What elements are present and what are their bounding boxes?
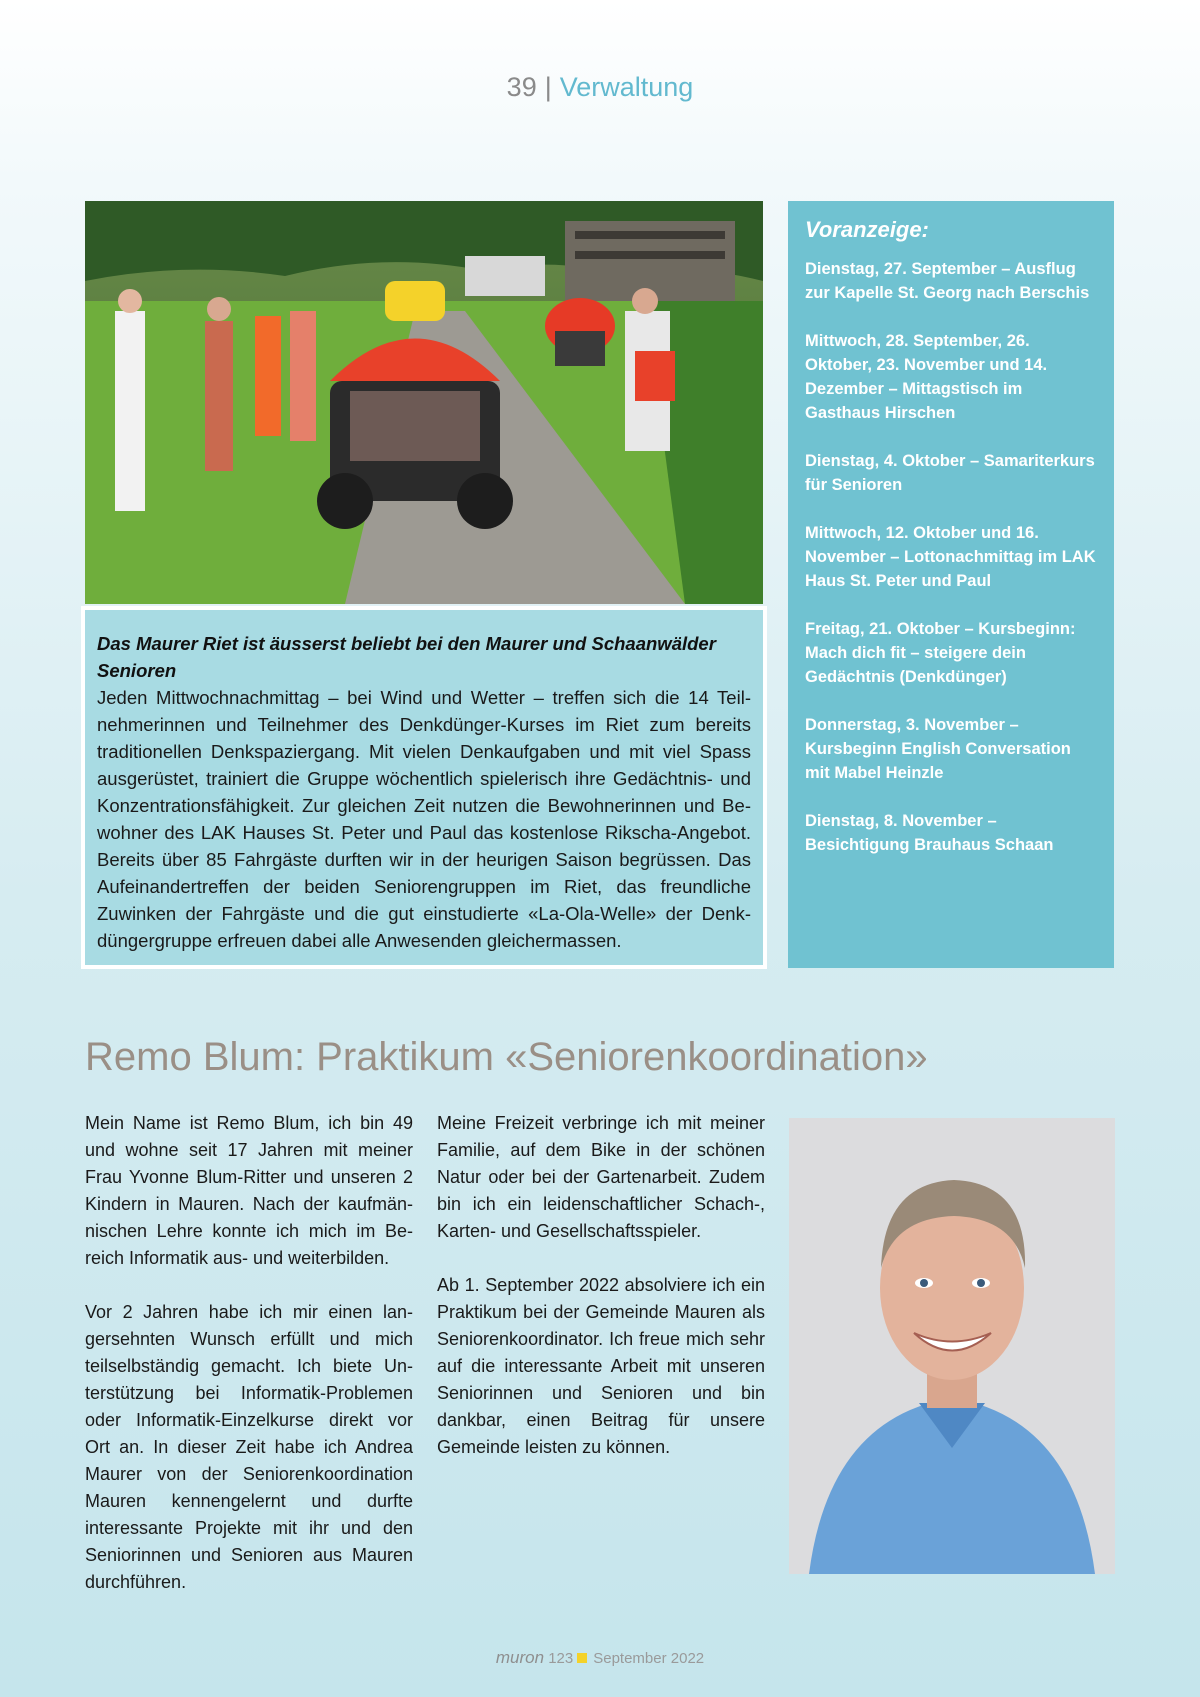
- footer-square-icon: [577, 1653, 587, 1663]
- seniors-rickshaw-photo: [85, 201, 763, 604]
- page-number: 39: [506, 72, 537, 102]
- page-header: [0, 72, 1200, 103]
- remo-blum-portrait: [789, 1118, 1115, 1574]
- event-item: Mittwoch, 28. September, 26. Oktober, 23. November und 14. Dezember – Mittagstisch im Gasthaus Hirschen: [805, 332, 1048, 422]
- article-title: Remo Blum: Praktikum «Seniorenkoordination»: [85, 1035, 928, 1079]
- caption-title: Das Maurer Riet ist äusserst beliebt bei den Maurer und Schaanwälder Senioren: [97, 633, 716, 681]
- event-item: Mittwoch, 12. Oktober und 16. November – Lottonachmittag im LAK Haus St. Peter und Paul: [805, 524, 1096, 590]
- caption-text: Jeden Mittwochnachmittag – bei Wind und Wetter – treffen sich die 14 Teilnehmerinnen und Teilnehmer des Denkdünger-Kurses im Riet zum bereits traditionellen Denkspaziergang. Mit vielen Denkaufgaben und mit viel Spass ausgerüstet, trainiert die Gruppe wöchentlich spielerisch ihre Gedächtnis- und Konzentrationsfähigkeit. Zur gleichen Zeit nutzen die Bewohnerinnen und Bewohner des LAK Hauses St. Peter und Paul das kostenlose Rikscha-Angebot. Bereits über 85 Fahrgäste durften wir in der heurigen Saison begrüssen. Das Aufeinandertreffen der beiden Seniorengruppen im Riet, das freundliche Zuwinken der Fahrgäste und die gut einstudierte «La-Ola-Welle» der Denkdüngergruppe erfreuen dabei alle Anwesenden gleichermassen.: [97, 687, 751, 951]
- event-item: Donnerstag, 3. November – Kursbeginn English Conversation mit Mabel Heinzle: [805, 716, 1071, 782]
- page-footer: [0, 1648, 1200, 1668]
- event-item: Freitag, 21. Oktober – Kursbeginn: Mach dich fit – steigere dein Gedächtnis (Denkdünger): [805, 620, 1076, 686]
- article-paragraph: Vor 2 Jahren habe ich mir einen langersehnten Wunsch erfüllt und mich teilselbständig gemacht. Ich biete Unterstützung bei Informatik-Problemen oder Informatik-Einzelkurse direkt vor Ort an. In dieser Zeit habe ich Andrea Maurer von der Seniorenkoordination Mauren kennengelernt und durfte interessante Projekte mit ihr und den Seniorinnen und Senioren aus Mauren durchführen.: [85, 1302, 413, 1592]
- events-heading: Voranzeige:: [805, 217, 929, 242]
- footer-issue: 123: [548, 1650, 574, 1667]
- article-paragraph: Ab 1. September 2022 absolviere ich ein Praktikum bei der Gemeinde Mauren als Seniorenkoordinator. Ich freue mich sehr auf die interessante Arbeit mit unseren Seniorinnen und Senioren und bin dankbar, einen Beitrag für unsere Gemeinde leisten zu können.: [437, 1275, 765, 1457]
- article-column-2: [437, 1110, 765, 1488]
- article-column-1: [85, 1110, 413, 1623]
- photo-caption-box: [81, 606, 767, 969]
- event-item: Dienstag, 4. Oktober – Samariterkurs für Senioren: [805, 452, 1095, 494]
- event-preview-sidebar: [788, 201, 1114, 968]
- header-separator: |: [544, 72, 552, 102]
- section-title: Verwaltung: [559, 72, 694, 102]
- article-paragraph: Meine Freizeit verbringe ich mit meiner Familie, auf dem Bike in der schönen Natur oder bei der Gartenarbeit. Zudem bin ich ein leidenschaftlicher Schach-, Karten- und Gesellschaftsspieler.: [437, 1113, 765, 1241]
- footer-brand: muron: [495, 1648, 545, 1667]
- caption-inner: [85, 610, 763, 965]
- event-item: Dienstag, 8. November – Besichtigung Brauhaus Schaan: [805, 812, 1054, 854]
- footer-date: September 2022: [593, 1650, 705, 1667]
- event-item: Dienstag, 27. September – Ausflug zur Kapelle St. Georg nach Berschis: [805, 260, 1090, 302]
- article-paragraph: Mein Name ist Remo Blum, ich bin 49 und wohne seit 17 Jahren mit meiner Frau Yvonne Blum-Ritter und unseren 2 Kindern in Mauren. Nach der kaufmännischen Lehre konnte ich mich im Bereich Informatik aus- und weiterbilden.: [85, 1113, 413, 1268]
